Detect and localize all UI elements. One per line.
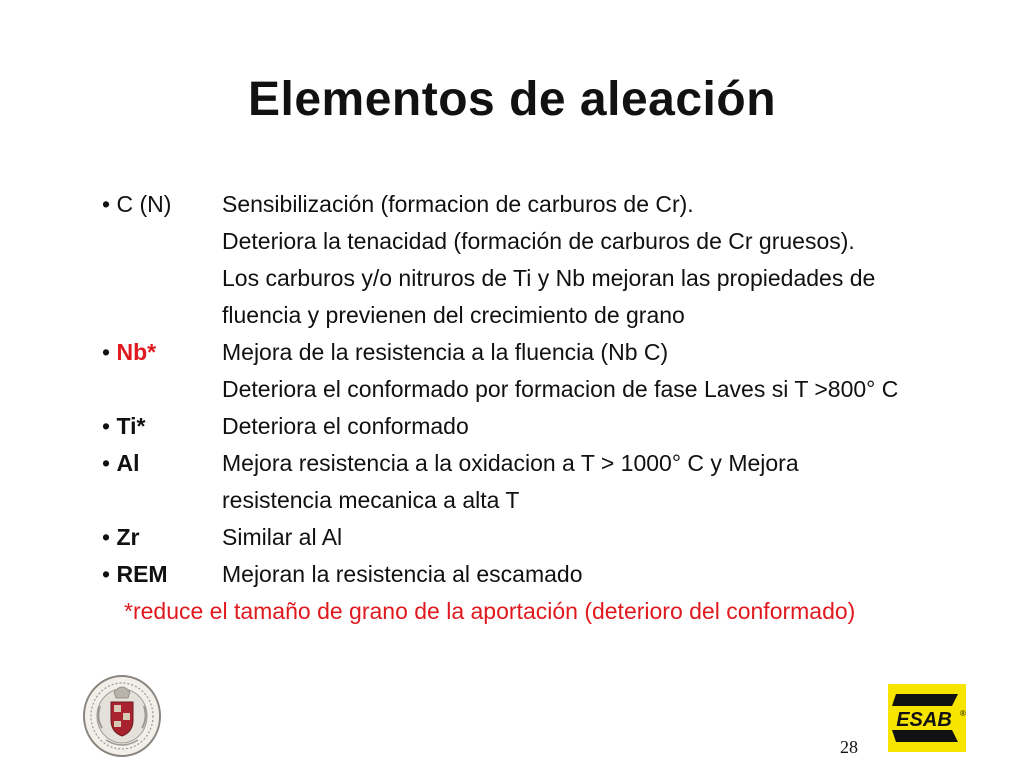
item-desc-line: fluencia y previenen del crecimiento de grano bbox=[222, 302, 685, 328]
list-item-continuation bbox=[102, 223, 1002, 260]
list-item-al bbox=[102, 445, 1002, 482]
item-desc-line: Sensibilización (formacion de carburos de Cr). bbox=[222, 191, 694, 217]
footnote-row bbox=[102, 593, 1002, 630]
item-label: • REM bbox=[102, 561, 168, 587]
item-desc-line: Similar al Al bbox=[222, 524, 343, 550]
item-label: • Nb* bbox=[102, 339, 157, 365]
item-label: • C (N) bbox=[102, 191, 172, 217]
list-item-ti bbox=[102, 408, 1002, 445]
list-item-nb bbox=[102, 334, 1002, 371]
item-desc-line: Los carburos y/o nitruros de Ti y Nb mejoran las propiedades de bbox=[222, 265, 876, 291]
item-label: • Al bbox=[102, 450, 140, 476]
list-item-continuation bbox=[102, 371, 1002, 408]
item-desc-line: Deteriora el conformado bbox=[222, 413, 469, 439]
university-seal-icon bbox=[80, 672, 164, 763]
alloy-element-list bbox=[102, 186, 1002, 630]
list-item-zr bbox=[102, 519, 1002, 556]
list-item-continuation bbox=[102, 260, 1002, 297]
item-desc-line: resistencia mecanica a alta T bbox=[222, 487, 520, 513]
item-desc-line: Mejora resistencia a la oxidacion a T > 1000° C y Mejora bbox=[222, 450, 799, 476]
footnote: *reduce el tamaño de grano de la aportación (deterioro del conformado) bbox=[124, 598, 856, 624]
item-desc-line: Deteriora el conformado por formacion de fase Laves si T >800° C bbox=[222, 376, 899, 402]
item-desc-line: Deteriora la tenacidad (formación de carburos de Cr gruesos). bbox=[222, 228, 855, 254]
item-label: • Zr bbox=[102, 524, 140, 550]
list-item-continuation bbox=[102, 482, 1002, 519]
page-number: 28 bbox=[840, 737, 858, 757]
list-item-c-n bbox=[102, 186, 1002, 223]
esab-logo-text: ESAB bbox=[896, 709, 952, 731]
esab-registered-mark: ® bbox=[960, 709, 966, 718]
slide-title: Elementos de aleación bbox=[247, 73, 777, 126]
list-item-continuation bbox=[102, 297, 1002, 334]
item-desc-line: Mejoran la resistencia al escamado bbox=[222, 561, 583, 587]
item-label: • Ti* bbox=[102, 413, 146, 439]
esab-logo-icon bbox=[888, 684, 966, 757]
item-desc-line: Mejora de la resistencia a la fluencia (Nb C) bbox=[222, 339, 669, 365]
list-item-rem bbox=[102, 556, 1002, 593]
